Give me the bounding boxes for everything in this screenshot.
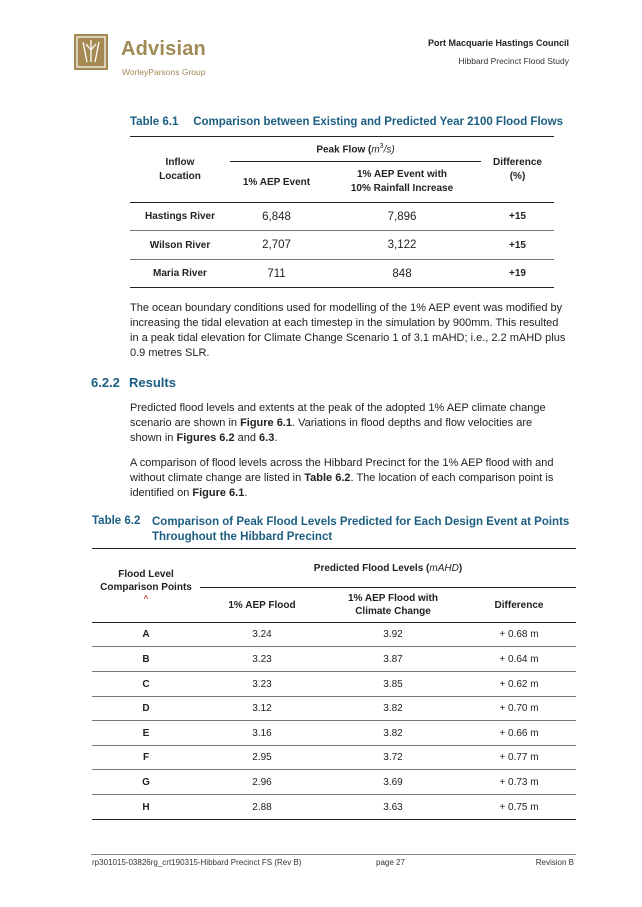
client-name: Port Macquarie Hastings Council: [427, 38, 569, 48]
caret-marker: ^: [143, 593, 149, 603]
t2-header-points: Flood Level Comparison Points ^: [92, 549, 200, 623]
t2-header-predicted: Predicted Flood Levels (mAHD): [200, 549, 576, 588]
t1-header-peak-flow: Peak Flow $(m^3/s)$: [230, 137, 481, 162]
table-row: Wilson River 2,707 3,122 +15: [130, 231, 554, 260]
table-row: Hastings River 6,848 7,896 +15: [130, 203, 554, 231]
t1-header-aep: 1% AEP Event: [242, 176, 311, 188]
brand-name: Advisian: [121, 38, 206, 60]
t1-header-difference: Difference (%): [481, 137, 554, 203]
table-row: Maria River 711 848 +19: [130, 260, 554, 288]
footer-revision: Revision B: [535, 858, 574, 867]
figure-6-3-ref[interactable]: 6.3: [259, 432, 275, 444]
figure-6-1-ref-2[interactable]: Figure 6.1: [192, 487, 245, 499]
table1-caption: [130, 116, 563, 128]
table-6-2: [92, 548, 576, 820]
section-title: Results: [129, 375, 176, 390]
project-name: Hibbard Precinct Flood Study: [458, 56, 569, 66]
t2-header-aep-climate: 1% AEP Flood with Climate Change: [347, 593, 438, 617]
paragraph-ocean-boundary: The ocean boundary conditions used for modelling of the 1% AEP event was modified by increasing the tidal elevation at each timestep in the simulation by 900mm. This resulted in a peak tidal elevation for Climate Change Scenario 1 of 3.1 mAHD; i.e., 2.2 mAHD plus 0.9 metres SLR.: [130, 302, 566, 359]
advisian-logo-icon: [74, 34, 108, 70]
footer-page-number: page 27: [376, 858, 405, 867]
footer-divider: [91, 854, 576, 855]
figure-6-2-ref[interactable]: Figures 6.2: [176, 432, 235, 444]
table-row: A 3.24 3.92 + 0.68 m: [92, 623, 576, 647]
table-row: H 2.88 3.63 + 0.75 m: [92, 795, 576, 820]
table-row: D 3.12 3.82 + 0.70 m: [92, 697, 576, 721]
table2-caption-number: Table 6.2: [92, 515, 141, 527]
table-6-2-ref[interactable]: Table 6.2: [304, 472, 351, 484]
table-row: C 3.23 3.85 + 0.62 m: [92, 672, 576, 697]
figure-6-1-ref[interactable]: Figure 6.1: [240, 417, 293, 429]
table-6-1: [130, 136, 554, 288]
table1-caption-number: Table 6.1: [130, 116, 179, 128]
table-row: F 2.95 3.72 + 0.77 m: [92, 746, 576, 770]
table2-caption-text: Comparison of Peak Flood Levels Predicted for Each Design Event at Points Throughout the Hibbard Precinct: [152, 516, 570, 543]
table-row: G 2.96 3.69 + 0.73 m: [92, 770, 576, 795]
t1-header-inflow: Inflow Location: [130, 137, 230, 203]
table1-caption-text: Comparison between Existing and Predicted Year 2100 Flood Flows: [193, 116, 564, 128]
paragraph-comparison: A comparison of flood levels across the Hibbard Precinct for the 1% AEP flood with and without climate change are listed in Table 6.2. The location of each comparison point is identified on Figure 6.1.: [130, 457, 554, 499]
t1-header-aep-rainfall: 1% AEP Event with 10% Rainfall Increase: [350, 169, 454, 194]
t2-header-difference: Difference: [494, 599, 544, 611]
brand-subtitle: WorleyParsons Group: [122, 67, 206, 77]
footer-doc-ref: rp301015-03826rg_crt190315-Hibbard Precinct FS (Rev B): [92, 858, 302, 867]
t2-header-aep: 1% AEP Flood: [228, 599, 296, 611]
table-row: B 3.23 3.87 + 0.64 m: [92, 647, 576, 672]
table-row: E 3.16 3.82 + 0.66 m: [92, 721, 576, 746]
paragraph-results-intro: Predicted flood levels and extents at the peak of the adopted 1% AEP climate change scenario are shown in Figure 6.1. Variations in flood depths and flow velocities are shown in Figures 6.2 and 6.3.: [130, 402, 546, 444]
section-number: 6.2.2: [91, 375, 120, 390]
section-heading-results: [91, 375, 176, 390]
